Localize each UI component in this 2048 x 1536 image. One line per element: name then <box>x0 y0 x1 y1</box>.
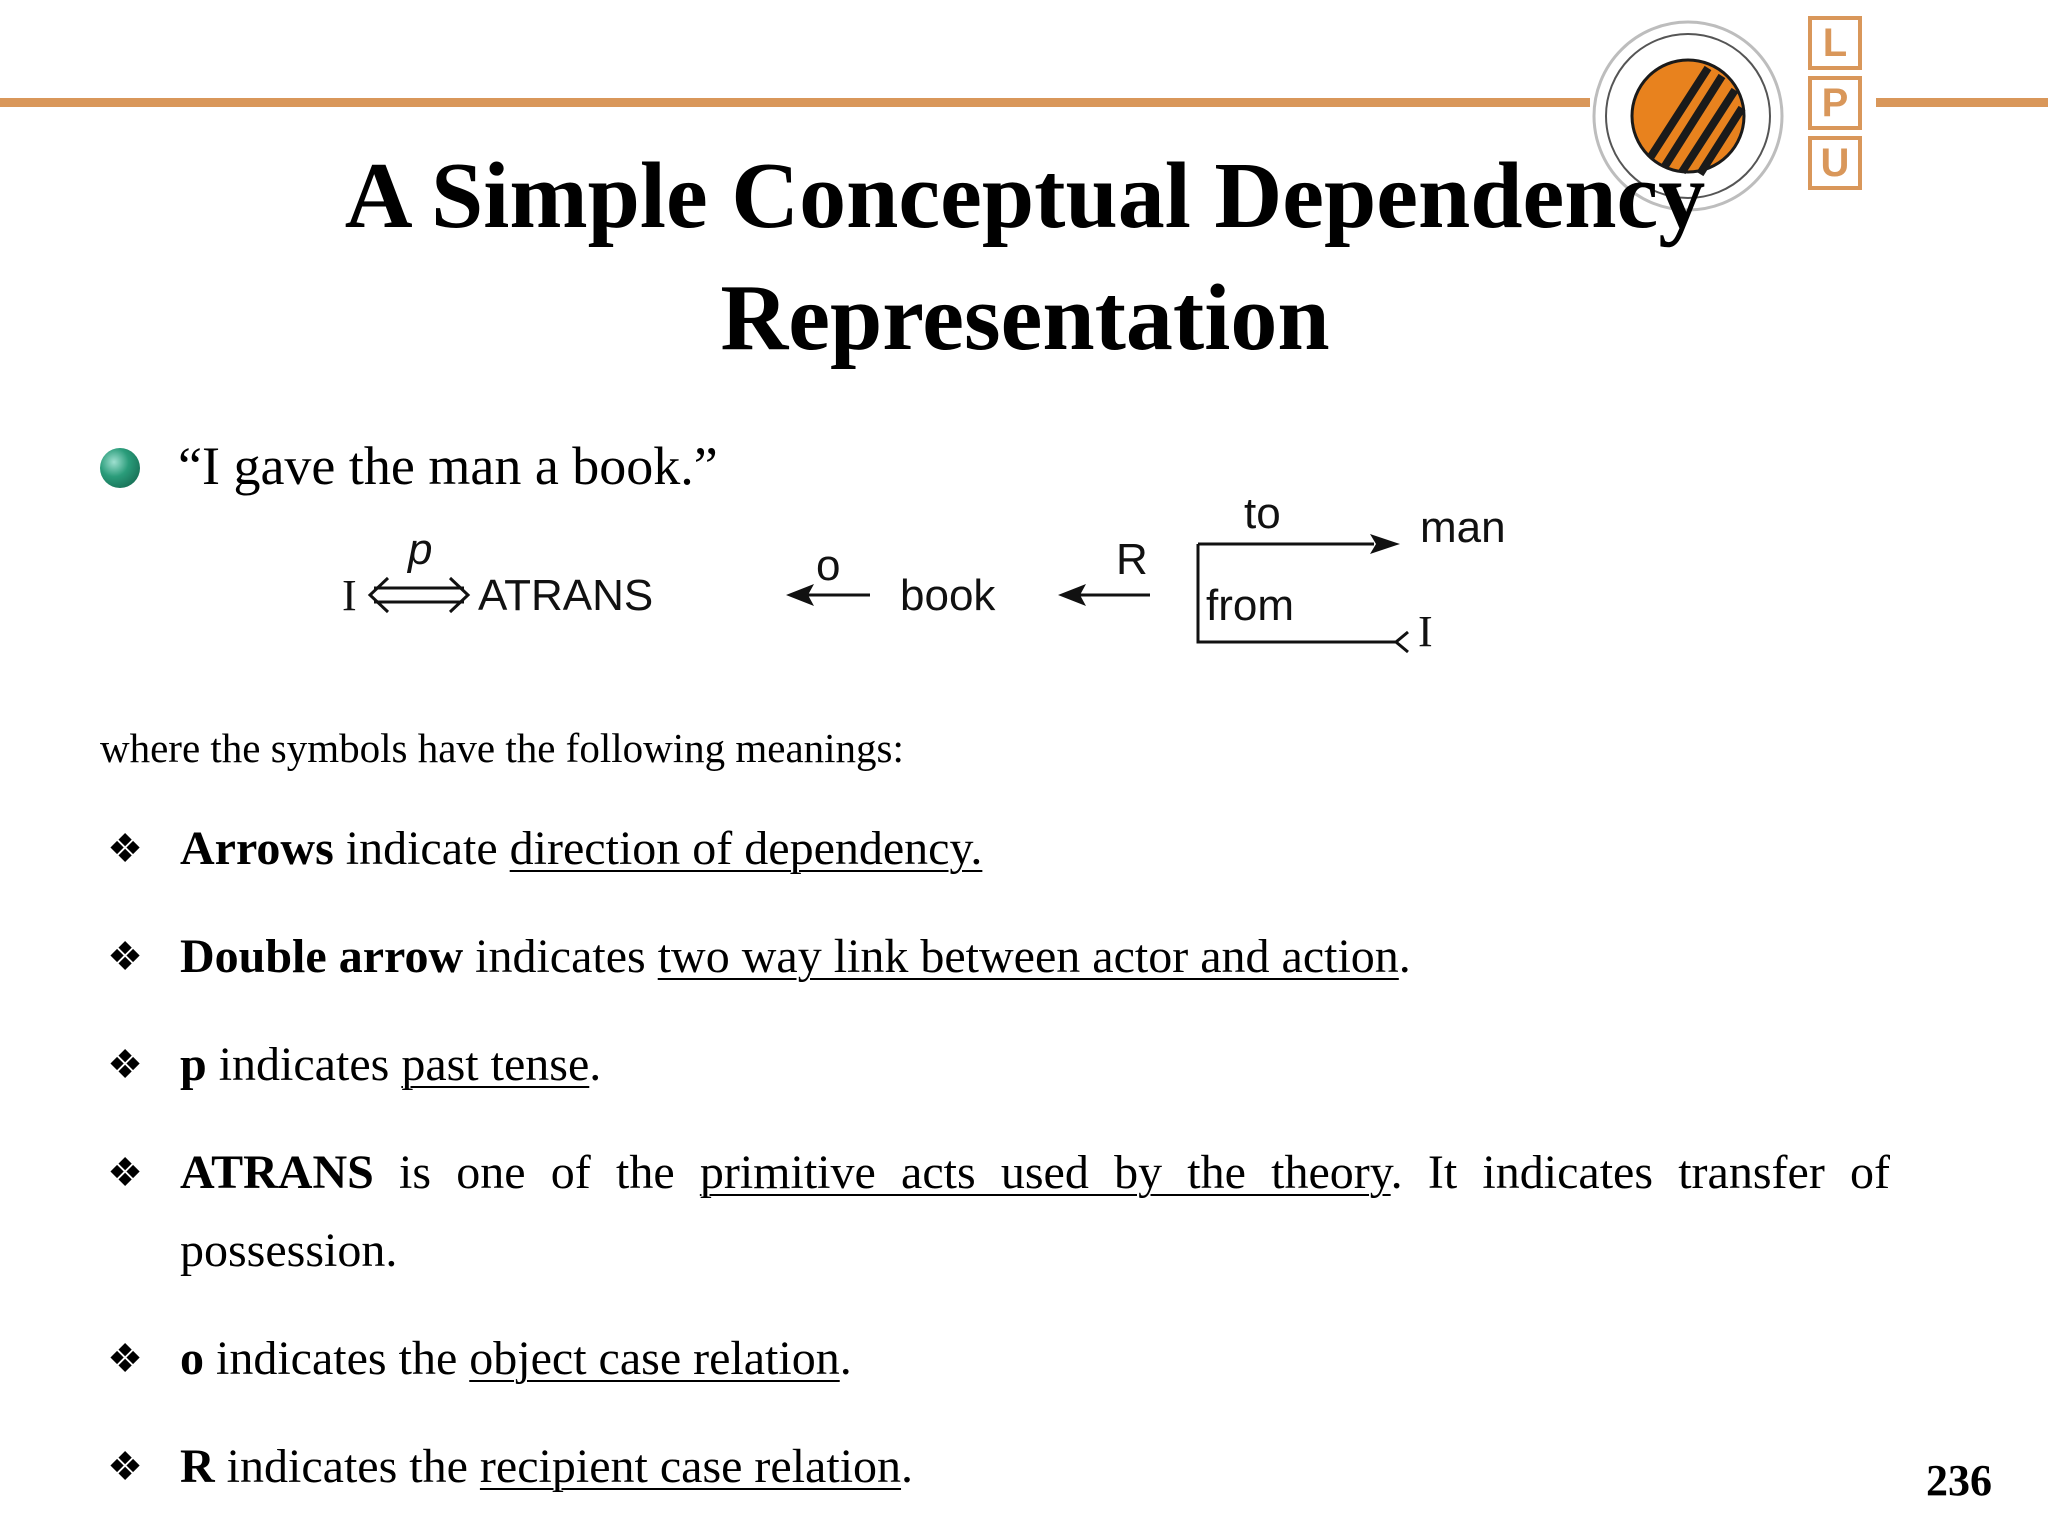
conceptual-dependency-diagram <box>330 490 1610 670</box>
logo-letter-u: U <box>1808 136 1862 190</box>
diamond-bullet-icon: ❖ <box>107 1444 143 1489</box>
title-line-1: A Simple Conceptual Dependency <box>344 144 1706 248</box>
item-term: ATRANS <box>180 1146 374 1199</box>
diamond-bullet-icon: ❖ <box>107 934 143 979</box>
diagram-from-label: from <box>1206 581 1294 630</box>
diagram-object-marker: o <box>816 541 841 590</box>
slide-title <box>200 135 1850 379</box>
item-term: Arrows <box>180 822 334 875</box>
item-text: indicates the <box>204 1332 470 1385</box>
diamond-bullet-icon: ❖ <box>107 826 143 871</box>
item-underlined: past tense <box>401 1038 590 1091</box>
item-text: indicates <box>463 930 658 983</box>
diagram-to-value: man <box>1420 503 1506 552</box>
item-term: o <box>180 1332 204 1385</box>
list-item <box>100 1134 1890 1290</box>
item-underlined: primitive acts used by the theory <box>699 1146 1391 1199</box>
example-sentence: “I gave the man a book.” <box>178 436 718 496</box>
list-item <box>100 918 1890 996</box>
list-item <box>100 1320 1890 1398</box>
item-text-post: . <box>589 1038 602 1091</box>
diamond-bullet-icon: ❖ <box>107 1336 143 1381</box>
title-line-2: Representation <box>720 266 1330 370</box>
header-rule-right <box>1876 98 2048 107</box>
from-arrowhead-icon <box>1396 632 1408 652</box>
list-item <box>100 1428 1890 1506</box>
diamond-bullet-icon: ❖ <box>107 1150 143 1195</box>
logo-letter-l: L <box>1808 16 1862 70</box>
header-rule-left <box>0 98 1590 107</box>
diamond-bullet-icon: ❖ <box>107 1042 143 1087</box>
item-text: indicates the <box>214 1440 480 1493</box>
item-text-post: . <box>839 1332 852 1385</box>
double-arrow-icon <box>370 578 468 612</box>
list-item <box>100 1026 1890 1104</box>
item-underlined: recipient case relation <box>479 1440 902 1493</box>
item-text-post: . <box>901 1440 914 1493</box>
item-text: is one of the <box>373 1146 700 1199</box>
diagram-tense: p <box>408 525 433 574</box>
item-underlined: two way link between actor and action <box>657 930 1399 983</box>
item-underlined: direction of dependency. <box>509 822 983 875</box>
symbols-intro: where the symbols have the following meanings: <box>100 725 904 771</box>
diagram-action: ATRANS <box>478 571 654 620</box>
item-text-post: . <box>1398 930 1411 983</box>
diagram-from-value: I <box>1418 607 1433 656</box>
item-underlined: object case relation <box>469 1332 840 1385</box>
to-arrowhead-icon <box>1370 534 1400 554</box>
item-term: p <box>180 1038 207 1091</box>
list-item <box>100 810 1890 888</box>
symbol-meanings-list <box>100 810 1890 1536</box>
item-text-post: . It indicates transfer of possession. <box>180 1146 1891 1277</box>
diagram-object: book <box>900 571 996 620</box>
item-text: indicates <box>206 1038 402 1091</box>
item-term: Double arrow <box>180 930 464 983</box>
green-sphere-bullet-icon <box>100 448 140 488</box>
diagram-actor: I <box>342 571 357 620</box>
diagram-recipient-marker: R <box>1116 535 1148 584</box>
diagram-to-label: to <box>1244 490 1281 538</box>
logo-letter-p: P <box>1808 76 1862 130</box>
item-term: R <box>180 1440 215 1493</box>
page-number: 236 <box>1926 1456 1992 1505</box>
item-text: indicate <box>333 822 510 875</box>
